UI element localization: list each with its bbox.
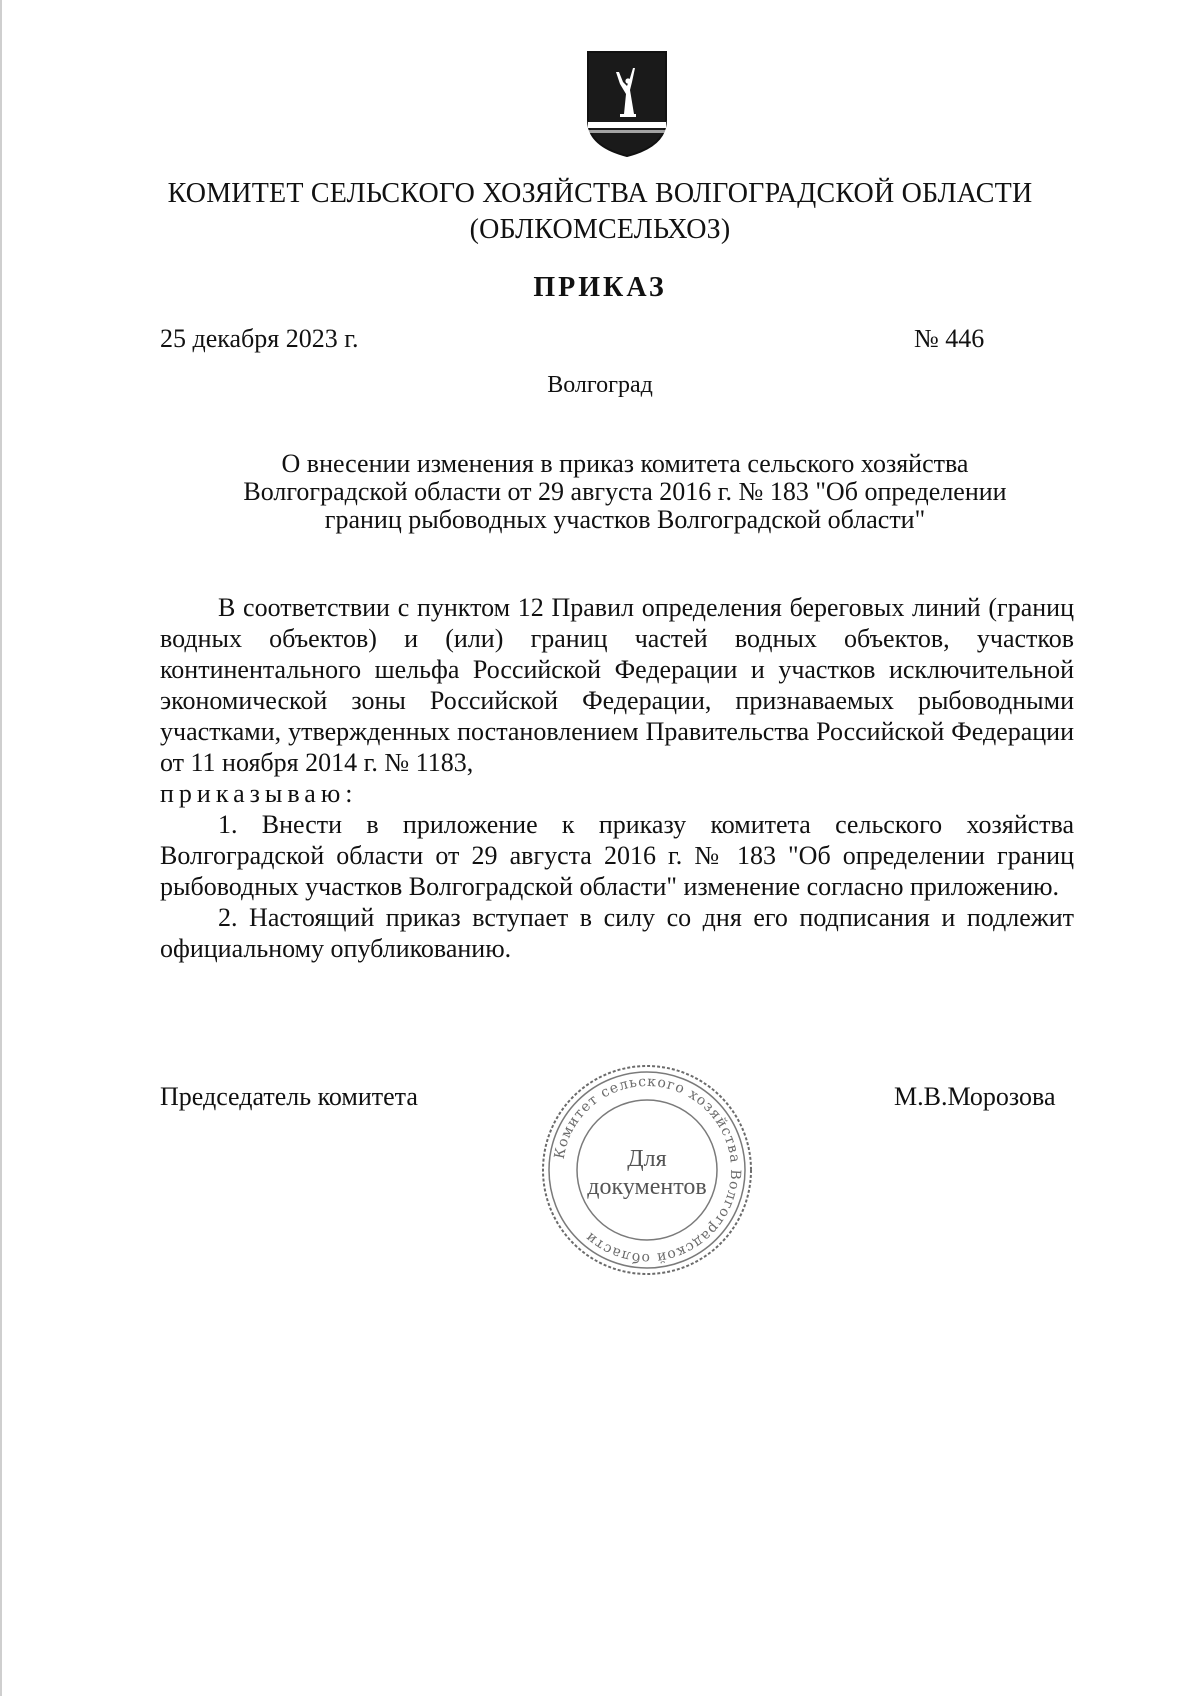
scan-edge: [0, 0, 2, 1696]
document-city: Волгоград: [547, 372, 653, 398]
preamble-paragraph: В соответствии с пунктом 12 Правил определения береговых линий (границ водных объектов) и (или) границ частей водных объектов, участков континентального шельфа Российской Федерации и участков исключительной экономической зоны Российской Федерации, признаваемых рыбоводными участками, утвержденных постановлением Правительства Российской Федерации от 11 ноября 2014 г. № 1183,: [160, 593, 1074, 777]
subject-line-3: границ рыбоводных участков Волгоградской области": [324, 505, 926, 534]
organization-line-1: КОМИТЕТ СЕЛЬСКОГО ХОЗЯЙСТВА ВОЛГОГРАДСКОЙ ОБЛАСТИ: [167, 178, 1033, 209]
order-item-2: 2. Настоящий приказ вступает в силу со дня его подписания и подлежит официальному опубликованию.: [160, 903, 1074, 963]
document-subject: [180, 450, 1070, 534]
seal-center-line-1: Для: [627, 1146, 667, 1172]
document-number: № 446: [914, 324, 985, 353]
seal-center-line-2: документов: [587, 1174, 707, 1200]
document-date: 25 декабря 2023 г.: [160, 324, 359, 353]
seal-ring-text: Комитет сельского хозяйства Волгоградской области: [551, 1073, 744, 1267]
document-type: ПРИКАЗ: [533, 272, 667, 303]
organization-line-2: (ОБЛКОМСЕЛЬХОЗ): [469, 214, 731, 245]
coat-of-arms-icon: [586, 50, 668, 158]
order-item-1: 1. Внести в приложение к приказу комитета сельского хозяйства Волгоградской области от 29 августа 2016 г. № 183 "Об определении границ рыбоводных участков Волгоградской области" изменение согласно приложению.: [160, 810, 1074, 901]
subject-line-2: Волгоградской области от 29 августа 2016 г. № 183 "Об определении: [243, 477, 1007, 506]
official-seal-stamp: [532, 1060, 762, 1280]
document-body: [160, 592, 1074, 964]
organization-name: [0, 176, 1200, 248]
subject-line-1: О внесении изменения в приказ комитета сельского хозяйства: [281, 449, 969, 478]
order-word: приказываю:: [160, 779, 358, 808]
signer-position: Председатель комитета: [160, 1082, 418, 1111]
signer-name: М.В.Морозова: [894, 1082, 1056, 1111]
